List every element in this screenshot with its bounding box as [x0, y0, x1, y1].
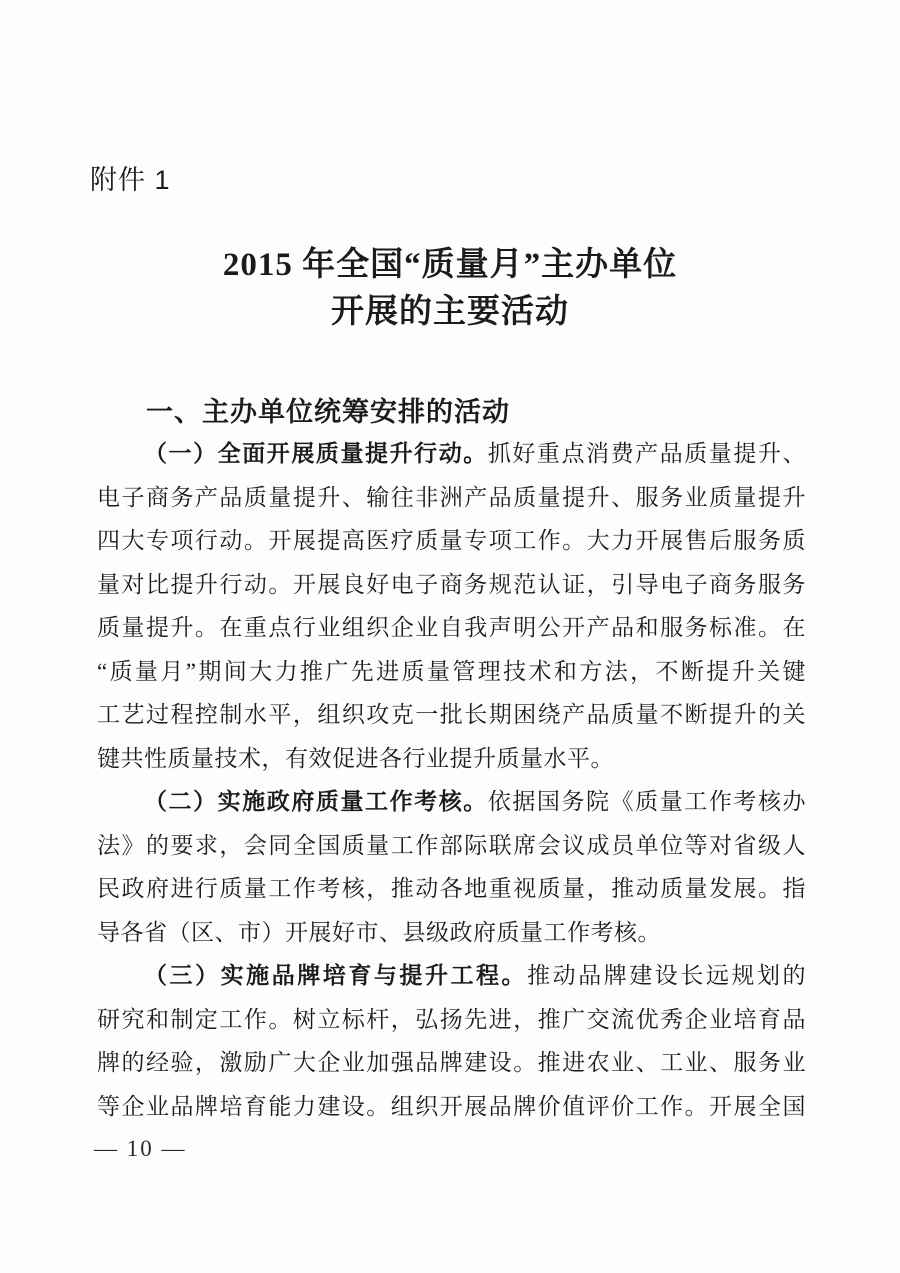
body-line: 研究和制定工作。树立标杆，弘扬先进，推广交流优秀企业培育品 [97, 1006, 806, 1032]
paragraph-3-line [97, 954, 806, 998]
body-line: 法》的要求，会同全国质量工作部际联席会议成员单位等对省级人 [97, 832, 806, 858]
body-line: 质量提升。在重点行业组织企业自我声明公开产品和服务标准。在 [97, 615, 806, 640]
body-line: 导各省（区、市）开展好市、县级政府质量工作考核。 [97, 919, 661, 945]
body-line: 四大专项行动。开展提高医疗质量专项工作。大力开展售后服务质 [97, 528, 806, 553]
paragraph-2-text: 依据国务院《质量工作考核办 [487, 789, 806, 814]
attachment-label: 附件 1 [90, 165, 171, 195]
paragraph-2-line [97, 780, 806, 824]
body-line: 电子商务产品质量提升、输往非洲产品质量提升、服务业质量提升 [97, 484, 806, 510]
body-line: 量对比提升行动。开展良好电子商务规范认证，引导电子商务服务 [97, 571, 806, 597]
body-line: 牌的经验，激励广大企业加强品牌建设。推进农业、工业、服务业 [97, 1050, 806, 1075]
paragraph-1-text: 抓好重点消费产品质量提升、 [487, 441, 806, 466]
body-line: 工艺过程控制水平，组织攻克一批长期困绕产品质量不断提升的关 [97, 702, 806, 727]
body-line: 等企业品牌培育能力建设。组织开展品牌价值评价工作。开展全国 [97, 1093, 806, 1119]
paragraph-2-lead-bold: （二）实施政府质量工作考核。 [144, 789, 488, 814]
section-heading: 一、主办单位统筹安排的活动 [146, 397, 510, 427]
paragraph-3-lead-bold: （三）实施品牌培育与提升工程。 [144, 963, 528, 988]
page-number-footer: — 10 — [94, 1136, 187, 1161]
paragraph-1-lead-bold: （一）全面开展质量提升行动。 [144, 441, 488, 466]
document-body [97, 432, 806, 1128]
document-title [0, 242, 900, 336]
title-line-1: 2015 年全国“质量月”主办单位 [222, 247, 678, 283]
paragraph-1-line [97, 432, 806, 476]
body-line: 键共性质量技术，有效促进各行业提升质量水平。 [97, 745, 614, 771]
paragraph-3-text: 推动品牌建设长远规划的 [527, 963, 806, 988]
title-line-2: 开展的主要活动 [331, 294, 569, 330]
body-line: “质量月”期间大力推广先进质量管理技术和方法，不断提升关键 [97, 658, 806, 684]
body-line: 民政府进行质量工作考核，推动各地重视质量，推动质量发展。指 [97, 876, 806, 901]
